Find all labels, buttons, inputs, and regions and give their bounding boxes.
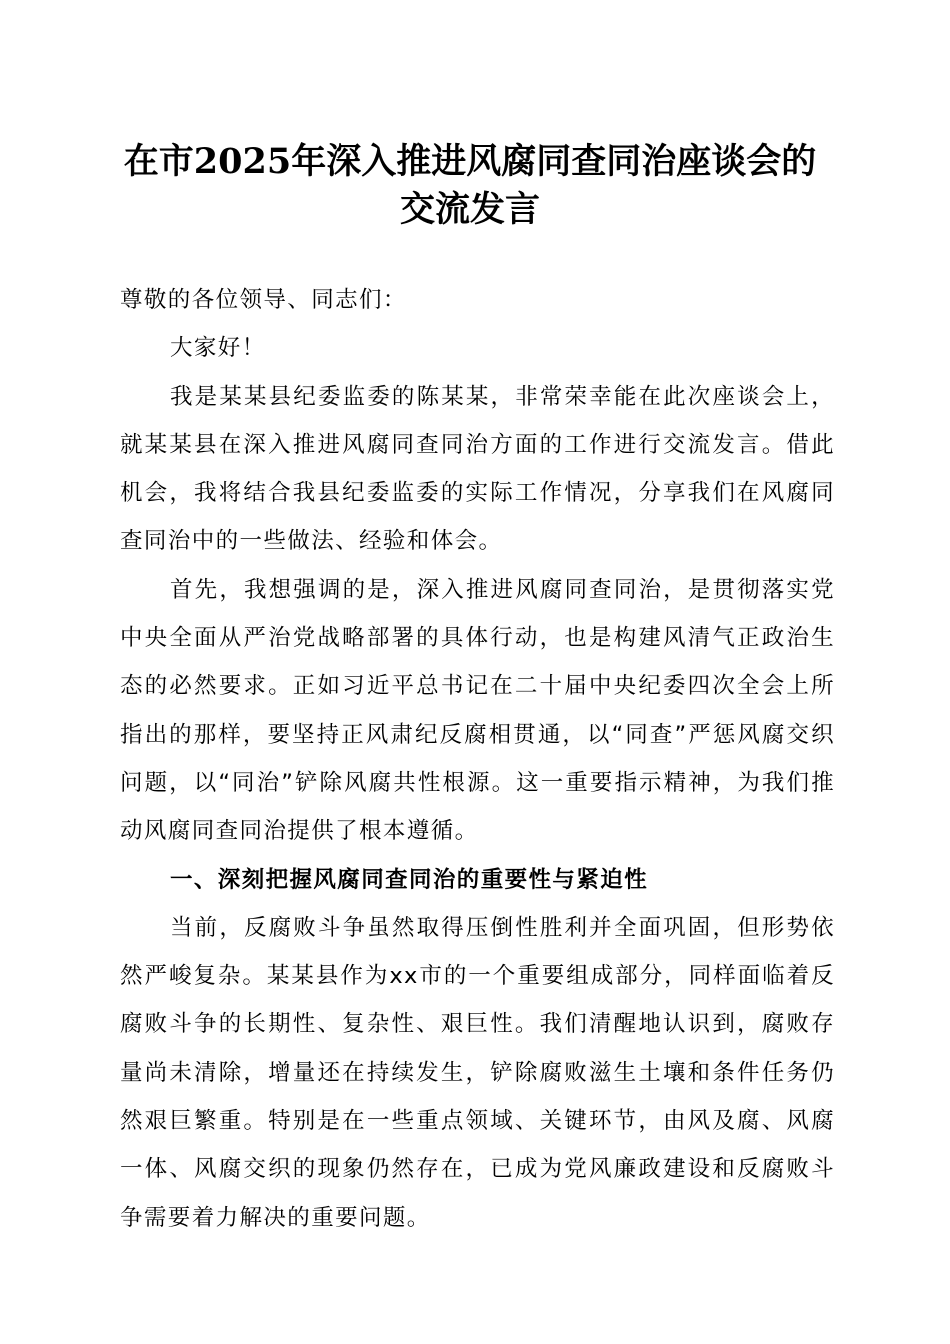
title-line-2: 交流发言 [399,189,540,230]
intro-paragraph: 我是某某县纪委监委的陈某某，非常荣幸能在此次座谈会上，就某某县在深入推进风腐同查同治方面的工作进行交流发言。借此机会，我将结合我县纪委监委的实际工作情况，分享我们在风腐同查同治中的一些做法、经验和体会。 [120,383,835,555]
salutation: 尊敬的各位领导、同志们： [120,287,407,313]
document-title [100,138,840,234]
title-line-1: 在市2025年深入推进风腐同查同治座谈会的 [123,141,817,182]
emphasis-paragraph: 首先，我想强调的是，深入推进风腐同查同治，是贯彻落实党中央全面从严治党战略部署的具体行动，也是构建风清气正政治生态的必然要求。正如习近平总书记在二十届中央纪委四次全会上所指出的那样，要坚持正风肃纪反腐相贯通，以“同查”严惩风腐交织问题，以“同治”铲除风腐共性根源。这一重要指示精神，为我们推动风腐同查同治提供了根本遵循。 [120,576,835,845]
section-1-paragraph: 当前，反腐败斗争虽然取得压倒性胜利并全面巩固，但形势依然严峻复杂。某某县作为xx市的一个重要组成部分，同样面临着反腐败斗争的长期性、复杂性、艰巨性。我们清醒地认识到，腐败存量尚未清除，增量还在持续发生，铲除腐败滋生土壤和条件任务仍然艰巨繁重。特别是在一些重点领域、关键环节，由风及腐、风腐一体、风腐交织的现象仍然存在，已成为党风廉政建设和反腐败斗争需要着力解决的重要问题。 [120,914,835,1231]
section-1-heading: 一、深刻把握风腐同查同治的重要性与紧迫性 [170,866,649,893]
greeting: 大家好！ [170,335,266,362]
document-body [120,276,835,1242]
